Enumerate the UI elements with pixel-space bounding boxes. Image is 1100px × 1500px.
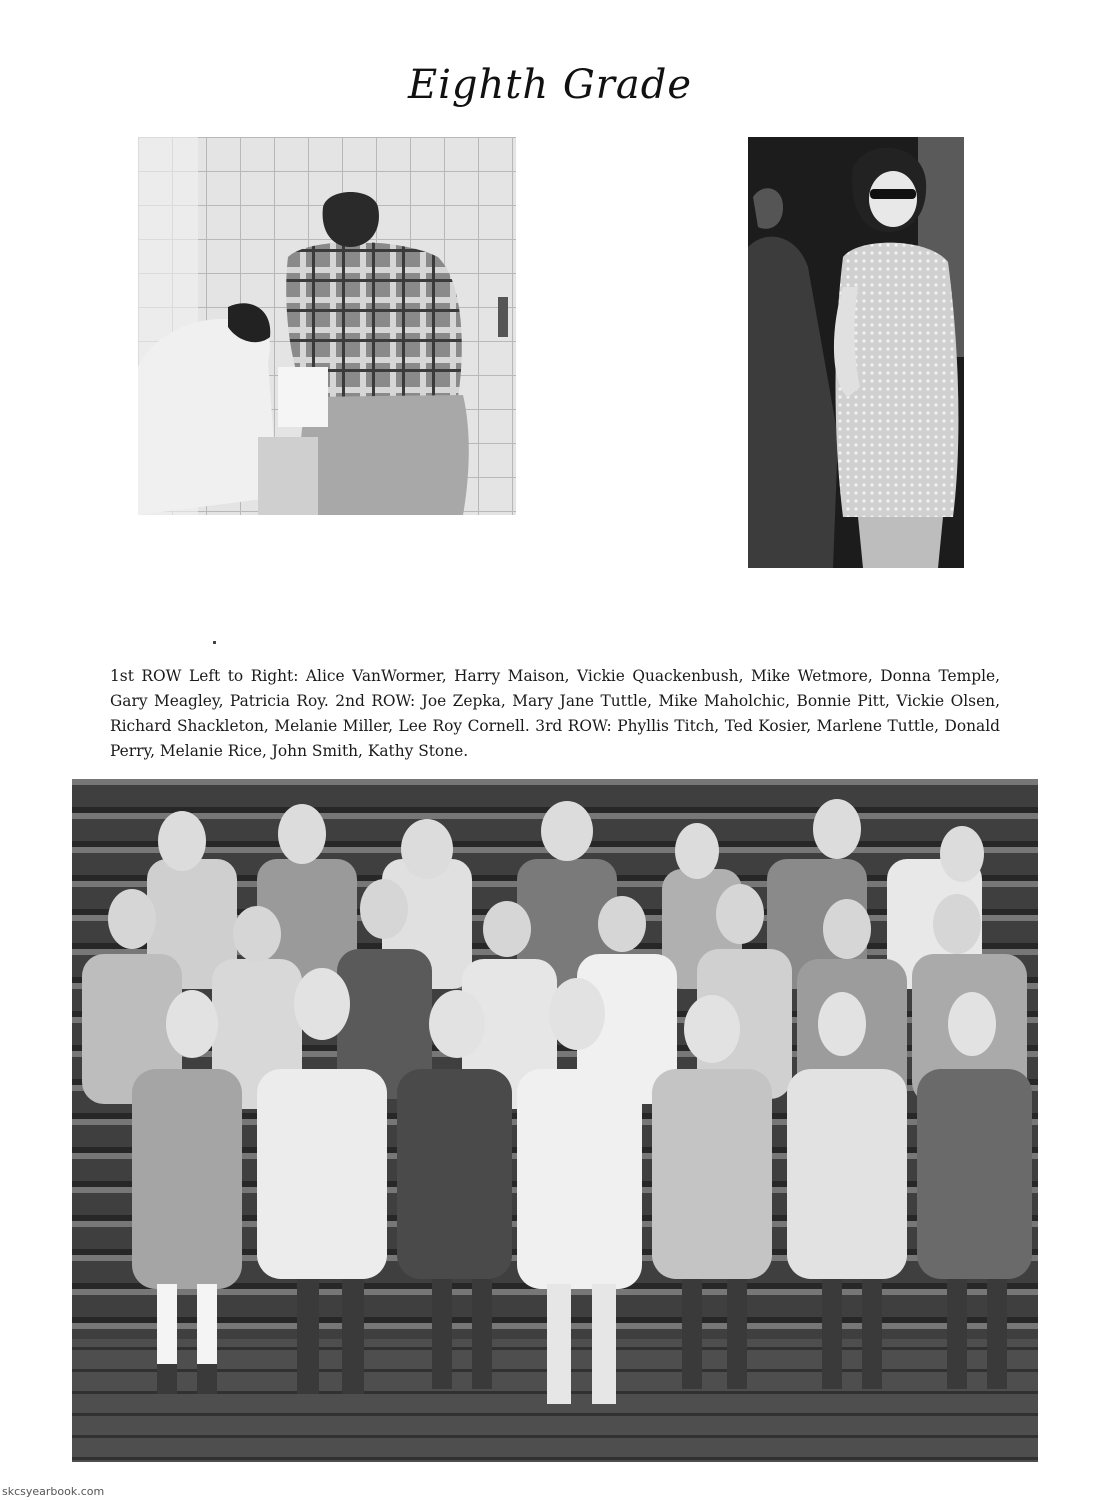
page-title: Eighth Grade xyxy=(407,62,693,108)
photo-drinking-fountain xyxy=(138,137,516,515)
photo-girl-in-dress xyxy=(748,137,964,568)
photo-girl-in-dress-image xyxy=(748,137,964,568)
watermark: skcsyearbook.com xyxy=(2,1485,105,1498)
group-photo-caption: 1st ROW Left to Right: Alice VanWormer, Harry Maison, Vickie Quackenbush, Mike Wetmore, Donna Temple, Gary Meagley, Patricia Roy. 2nd ROW: Joe Zepka, Mary Jane Tuttle, Mike Maholchic, Bonnie Pitt, Vickie Olsen, Richard Shackleton, Melanie Miller, Lee Roy Cornell. 3rd ROW: Phyllis Titch, Ted Kosier, Marlene Tuttle, Donald Perry, Melanie Rice, John Smith, Kathy Stone. xyxy=(110,667,1000,760)
photo-class-group xyxy=(72,779,1038,1462)
photo-class-group-image xyxy=(72,779,1038,1462)
stray-mark xyxy=(213,641,216,644)
photo-drinking-fountain-image xyxy=(138,137,516,515)
